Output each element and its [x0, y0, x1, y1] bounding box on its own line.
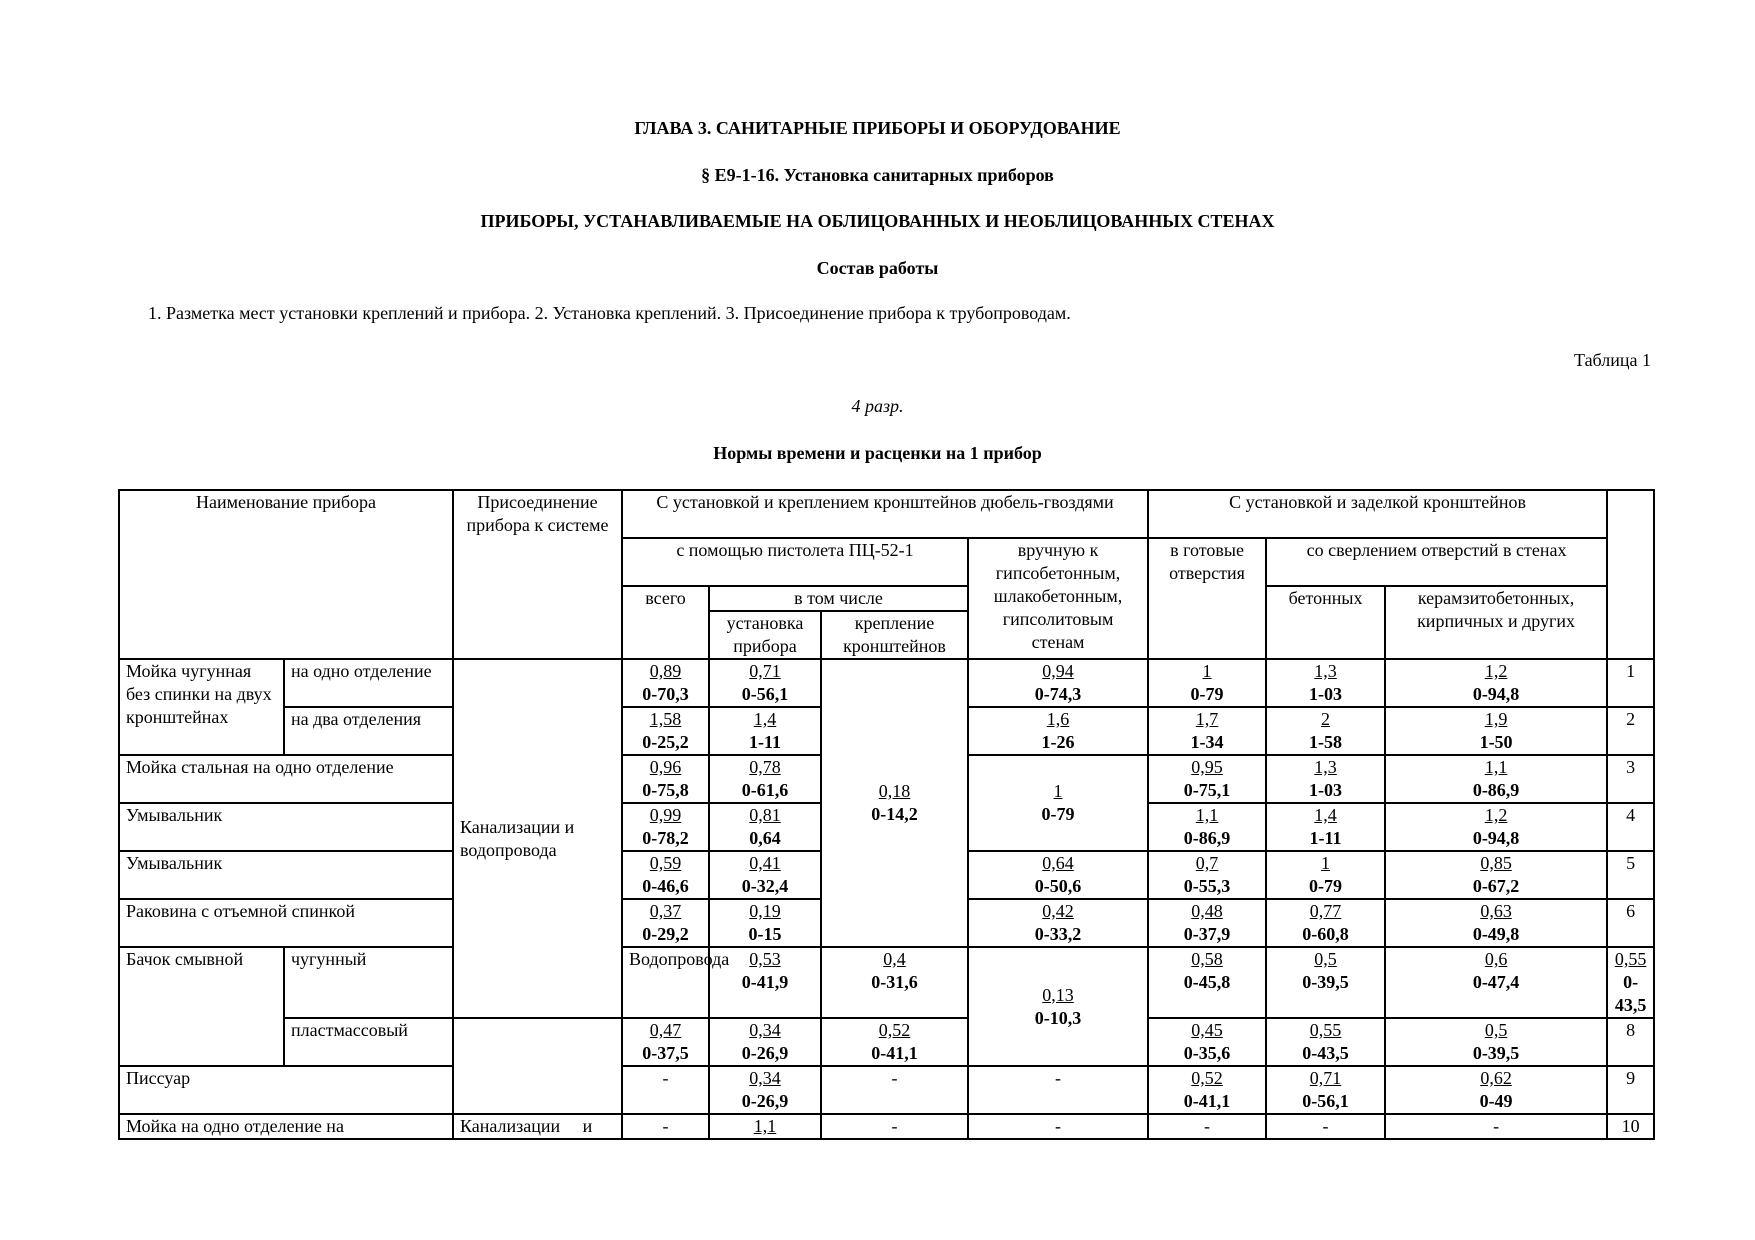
row-10-ready: - [1148, 1114, 1266, 1139]
connection-water-end [453, 1066, 622, 1114]
row-5-number: 5 [1607, 851, 1654, 899]
col-header-embed-group: С установкой и заделкой кронштейнов [1148, 490, 1607, 538]
row-7-concrete: 0,6 0-47,4 [1385, 947, 1607, 1018]
row-3-ready: 0,95 0-75,1 [1148, 755, 1266, 803]
row-3-total: 0,96 0-75,8 [622, 755, 709, 803]
row-2-ready: 1,7 1-34 [1148, 707, 1266, 755]
row-1-total: 0,89 0-70,3 [622, 659, 709, 707]
row-8-total: 0,47 0-37,5 [622, 1018, 709, 1066]
row-4-total: 0,99 0-78,2 [622, 803, 709, 851]
row-10-number: 10 [1607, 1114, 1654, 1139]
row-2-manual: 1,6 1-26 [968, 707, 1148, 755]
row-9-name: Писсуар [119, 1066, 453, 1114]
col-header-pistol: с помощью пистолета ПЦ-52-1 [622, 538, 968, 586]
row-5-install: 0,41 0-32,4 [709, 851, 821, 899]
row-6-install: 0,19 0-15 [709, 899, 821, 947]
row-3-number: 3 [1607, 755, 1654, 803]
col-header-name: Наименование прибора [119, 490, 453, 659]
row-9-install: 0,34 0-26,9 [709, 1066, 821, 1114]
row-5-ready: 0,7 0-55,3 [1148, 851, 1266, 899]
col-header-concrete: бетонных [1266, 586, 1385, 659]
row-3-name: Мойка стальная на одно отделение [119, 755, 453, 803]
table-row [119, 1114, 1654, 1139]
row-10-manual: - [968, 1114, 1148, 1139]
row-4-concrete: 1,4 1-11 [1266, 803, 1385, 851]
row-7-subname: чугунный [284, 947, 453, 1018]
col-header-number [1607, 490, 1654, 659]
row-8-ready: 0,45 0-35,6 [1148, 1018, 1266, 1066]
row-7-ready: 0,5 0-39,5 [1266, 947, 1385, 1018]
connection-sewer-water: Канализации и водопровода [453, 659, 622, 1018]
row-8-concrete: 0,55 0-43,5 [1266, 1018, 1385, 1066]
row-1-install: 0,71 0-56,1 [709, 659, 821, 707]
col-header-including: в том числе [709, 586, 968, 611]
chapter-title: ГЛАВА 3. САНИТАРНЫЕ ПРИБОРЫ И ОБОРУДОВАНИЕ [634, 118, 1121, 138]
grade-label: 4 разр. [851, 396, 904, 416]
row-7-manual: 0,58 0-45,8 [1148, 947, 1266, 1018]
row-6-keramzit: 0,63 0-49,8 [1385, 899, 1607, 947]
table-label: Таблица 1 [1574, 350, 1651, 370]
row-8-number: 8 [1607, 1018, 1654, 1066]
row-10-name: Мойка на одно отделение на [119, 1114, 453, 1139]
row-10-keramzit: - [1385, 1114, 1607, 1139]
work-description: 1. Разметка мест установки креплений и прибора. 2. Установка креплений. 3. Присоединение прибора к трубопроводам. [148, 303, 1071, 323]
row-9-ready: 0,52 0-41,1 [1148, 1066, 1266, 1114]
row-4-name: Умывальник [119, 803, 453, 851]
row-5-concrete: 1 0-79 [1266, 851, 1385, 899]
table-row [119, 1018, 1654, 1066]
row-1-number: 1 [1607, 659, 1654, 707]
row-10-bracket: - [821, 1114, 968, 1139]
col-header-ready-holes: в готовые отверстия [1148, 538, 1266, 659]
table-row [119, 659, 1654, 707]
row-3-install: 0,78 0-61,6 [709, 755, 821, 803]
col-header-dowel-group: С установкой и креплением кронштейнов дюбель-гвоздями [622, 490, 1148, 538]
col-header-connection: Присоединение прибора к системе [453, 490, 622, 659]
col-header-keramzit: керамзитобетонных, кирпичных и других [1385, 586, 1607, 659]
row-6-number: 6 [1607, 899, 1654, 947]
row-2-total: 1,58 0-25,2 [622, 707, 709, 755]
row-7-total: 0,53 0-41,9 [709, 947, 821, 1018]
row-9-bracket: - [821, 1066, 968, 1114]
col-header-bracket: крепление кронштейнов [821, 611, 968, 659]
row-1-name: Мойка чугунная без спинки на двух кронштейнах [119, 659, 284, 755]
row-9-concrete: 0,71 0-56,1 [1266, 1066, 1385, 1114]
row-4-number: 4 [1607, 803, 1654, 851]
row-5-keramzit: 0,85 0-67,2 [1385, 851, 1607, 899]
row-8-subname: пластмассовый [284, 1018, 453, 1066]
row-10-install: 1,1 [709, 1114, 821, 1139]
table-title: Нормы времени и расценки на 1 прибор [713, 443, 1042, 463]
row-9-keramzit: 0,62 0-49 [1385, 1066, 1607, 1114]
row-9-total: - [622, 1066, 709, 1114]
row-3-keramzit: 1,1 0-86,9 [1385, 755, 1607, 803]
row-3-concrete: 1,3 1-03 [1266, 755, 1385, 803]
row-1-keramzit: 1,2 0-94,8 [1385, 659, 1607, 707]
row-7-name: Бачок смывной [119, 947, 284, 1066]
table-row [119, 1066, 1654, 1114]
row-9-manual: - [968, 1066, 1148, 1114]
row-10-connection: Канализации и [453, 1114, 622, 1139]
subtitle: ПРИБОРЫ, УСТАНАВЛИВАЕМЫЕ НА ОБЛИЦОВАННЫХ И НЕОБЛИЦОВАННЫХ СТЕНАХ [480, 211, 1275, 231]
connection-water: Водопровода [622, 947, 709, 1018]
row-6-concrete: 0,77 0-60,8 [1266, 899, 1385, 947]
row-10-concrete: - [1266, 1114, 1385, 1139]
row-2-subname: на два отделения [284, 707, 453, 755]
row-1-subname: на одно отделение [284, 659, 453, 707]
connection-water-cont [453, 1018, 622, 1066]
col-header-total: всего [622, 586, 709, 659]
row-5-total: 0,59 0-46,6 [622, 851, 709, 899]
row-4-install: 0,81 0,64 [709, 803, 821, 851]
row-1-concrete: 1,3 1-03 [1266, 659, 1385, 707]
row-8-keramzit: 0,5 0-39,5 [1385, 1018, 1607, 1066]
manual-norm-merged: 1 0-79 [968, 755, 1148, 851]
row-6-total: 0,37 0-29,2 [622, 899, 709, 947]
row-4-ready: 1,1 0-86,9 [1148, 803, 1266, 851]
row-4-keramzit: 1,2 0-94,8 [1385, 803, 1607, 851]
row-2-install: 1,4 1-11 [709, 707, 821, 755]
row-6-manual: 0,42 0-33,2 [968, 899, 1148, 947]
bracket-norm-b: 0,13 0-10,3 [968, 947, 1148, 1066]
row-10-total: - [622, 1114, 709, 1139]
row-8-install: 0,34 0-26,9 [709, 1018, 821, 1066]
row-8-manual: 0,52 0-41,1 [821, 1018, 968, 1066]
row-2-number: 2 [1607, 707, 1654, 755]
row-6-ready: 0,48 0-37,9 [1148, 899, 1266, 947]
row-7-install: 0,4 0-31,6 [821, 947, 968, 1018]
row-2-keramzit: 1,9 1-50 [1385, 707, 1607, 755]
norms-table [118, 489, 1655, 1140]
row-5-name: Умывальник [119, 851, 453, 899]
row-1-manual: 0,94 0-74,3 [968, 659, 1148, 707]
section-title: § Е9-1-16. Установка санитарных приборов [701, 165, 1054, 185]
col-header-manual: вручную к гипсобетонным, шлакобетонным, гипсолитовым стенам [968, 538, 1148, 659]
row-2-concrete: 2 1-58 [1266, 707, 1385, 755]
row-9-number: 9 [1607, 1066, 1654, 1114]
row-6-name: Раковина с отъемной спинкой [119, 899, 453, 947]
col-header-drilling: со сверлением отверстий в стенах [1266, 538, 1607, 586]
work-title: Состав работы [816, 258, 939, 278]
bracket-norm-a: 0,18 0-14,2 [821, 659, 968, 947]
table-row [119, 947, 1654, 1018]
col-header-install: установка прибора [709, 611, 821, 659]
row-5-manual: 0,64 0-50,6 [968, 851, 1148, 899]
row-7-keramzit: 0,55 0-43,5 [1607, 947, 1654, 1018]
row-1-ready: 1 0-79 [1148, 659, 1266, 707]
